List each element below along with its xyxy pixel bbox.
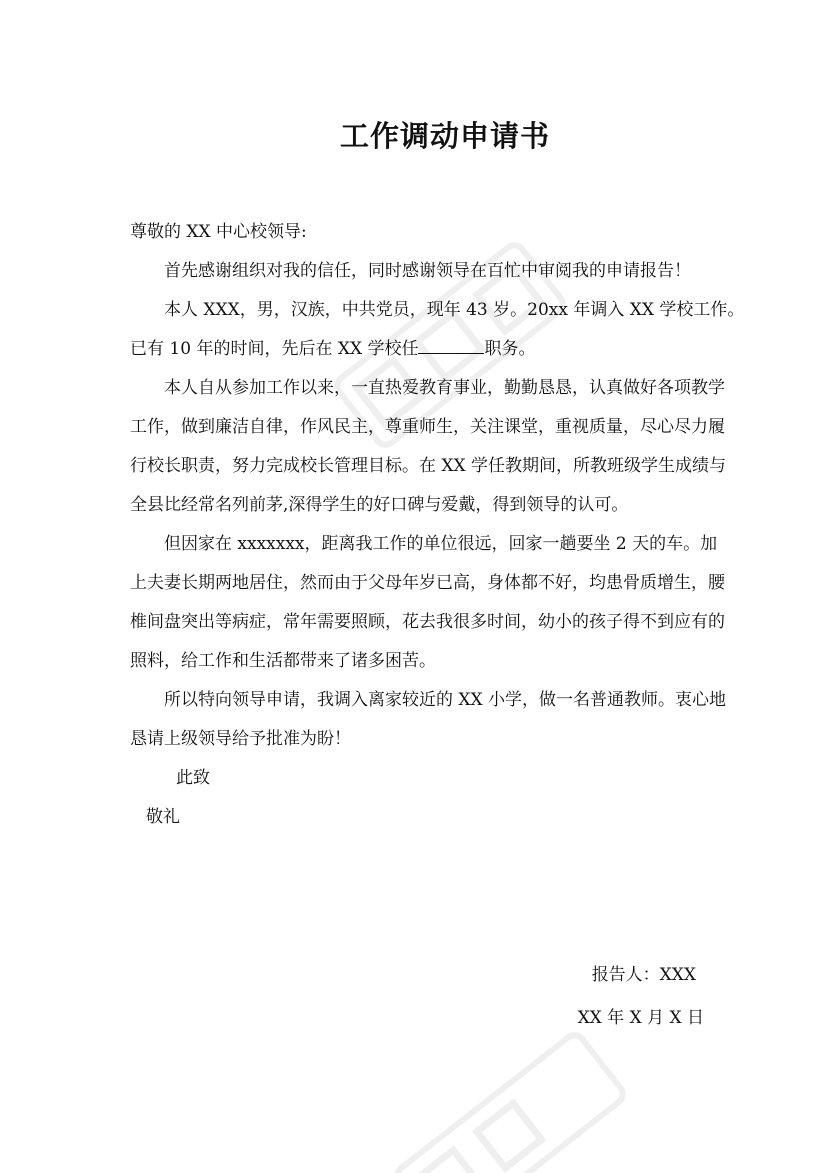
watermark-icon xyxy=(388,1026,633,1173)
document-title: 工作调动申请书 xyxy=(339,119,550,153)
paragraph-reason-line: 上夫妻长期两地居住，然而由于父母年岁已高，身体都不好，均患骨质增生，腰 xyxy=(130,573,725,593)
paragraph-work-line: 本人自从参加工作以来，一直热爱教育事业，勤勤恳恳，认真做好各项教学 xyxy=(164,378,725,398)
paragraph-work-line: 全县比经常名列前茅,深得学生的好口碑与爱戴，得到领导的认可。 xyxy=(130,495,629,515)
paragraph-reason-line: 椎间盘突出等病症，常年需要照顾，花去我很多时间，幼小的孩子得不到应有的 xyxy=(130,612,725,632)
paragraph-thanks: 首先感谢组织对我的信任，同时感谢领导在百忙中审阅我的申请报告！ xyxy=(164,261,691,281)
paragraph-intro-line xyxy=(130,330,710,369)
paragraph-request-line: 恳请上级领导给予批准为盼！ xyxy=(130,729,351,749)
closing-greeting: 此致 xyxy=(176,768,210,788)
paragraph-intro-line: 本人 XXX，男，汉族，中共党员，现年 43 岁。20xx 年调入 XX 学校工作。 xyxy=(164,300,745,320)
paragraph-work-line: 工作，做到廉洁自律，作风民主，尊重师生，关注课堂，重视质量，尽心尽力履 xyxy=(130,417,725,437)
paragraph-reason-line: 但因家在 xxxxxxx，距离我工作的单位很远，回家一趟要坐 2 天的车。加 xyxy=(164,534,718,554)
paragraph-work-line: 行校长职责，努力完成校长管理目标。在 XX 学任教期间，所教班级学生成绩与 xyxy=(130,456,727,476)
signature: 报告人：XXX xyxy=(591,965,696,985)
position-blank xyxy=(418,335,484,354)
date: XX 年 X 月 X 日 xyxy=(577,1008,704,1028)
intro-text: 已有 10 年的时间，先后在 XX 学校任 xyxy=(130,339,419,359)
paragraph-request-line: 所以特向领导申请，我调入离家较近的 XX 小学，做一名普通教师。衷心地 xyxy=(164,690,727,710)
letter-body xyxy=(130,213,745,837)
closing-salute: 敬礼 xyxy=(146,807,180,827)
salutation: 尊敬的 XX 中心校领导: xyxy=(130,222,307,242)
intro-text: 职务。 xyxy=(484,339,536,359)
paragraph-reason-line: 照料，给工作和生活都带来了诸多困苦。 xyxy=(130,651,436,671)
